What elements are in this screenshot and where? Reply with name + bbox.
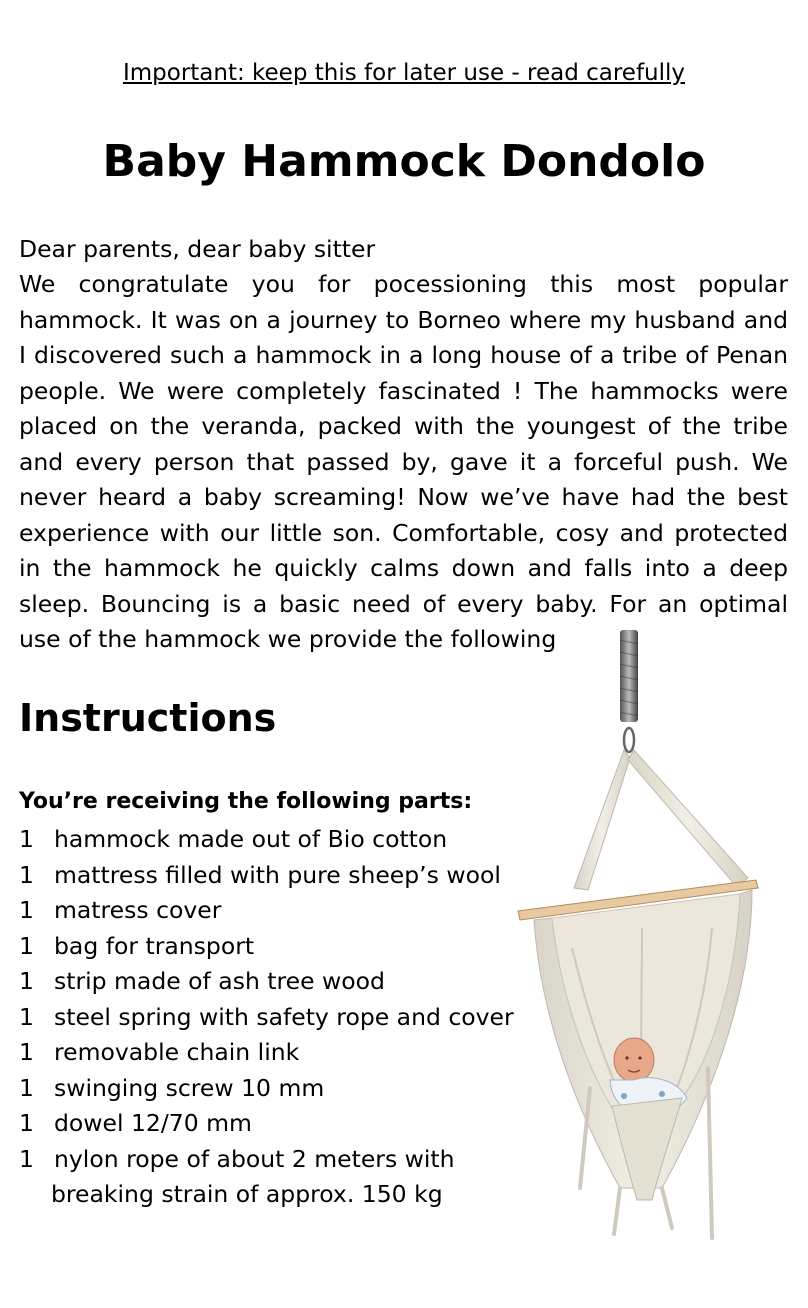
intro-letter: We congratulate you for pocessioning this most popular hammock. It was on a journey to Borneo where my husband and I discovered such a hammock in a long house of a tribe of Penan people. We were completely fascinated ! The hammocks were placed on the veranda, packed with the youngest of the tribe and every person that passed by, gave it a forceful push. We never heard a baby screaming! Now we’ve have had the best experience with our little son. Comfortable, cosy and protected in the hammock he quickly calms down and falls into a deep sleep. Bouncing is a basic need of every baby. For an optimal use of the hammock we provide the following: [19, 270, 788, 653]
list-item: 1 removable chain link: [19, 1038, 300, 1066]
list-item: 1 steel spring with safety rope and cover: [19, 1002, 514, 1031]
salutation: Dear parents, dear baby sitter: [19, 235, 376, 263]
notice-text: Important: keep this for later use - read carefully: [122, 60, 686, 86]
list-item: 1 hammock made out of Bio cotton: [19, 825, 448, 853]
list-item: 1 mattress filled with pure sheep’s wool: [19, 860, 501, 889]
list-item: 1 dowel 12/70 mm: [19, 1109, 252, 1137]
parts-heading: You’re receiving the following parts:: [19, 789, 473, 814]
parts-list: [19, 822, 514, 1213]
list-item: 1 matress cover: [19, 896, 222, 924]
list-item-continuation: breaking strain of approx. 150 kg: [51, 1180, 443, 1208]
list-item: 1 strip made of ash tree wood: [19, 967, 385, 995]
list-item: 1 nylon rope of about 2 meters with: [19, 1144, 455, 1173]
list-item: 1 swinging screw 10 mm: [19, 1073, 325, 1102]
hammock-photo: [512, 628, 772, 1248]
document-title: Baby Hammock Dondolo: [102, 136, 706, 187]
list-item: 1 bag for transport: [19, 931, 255, 960]
chain-link: [624, 728, 634, 752]
instructions-heading: Instructions: [19, 696, 277, 740]
